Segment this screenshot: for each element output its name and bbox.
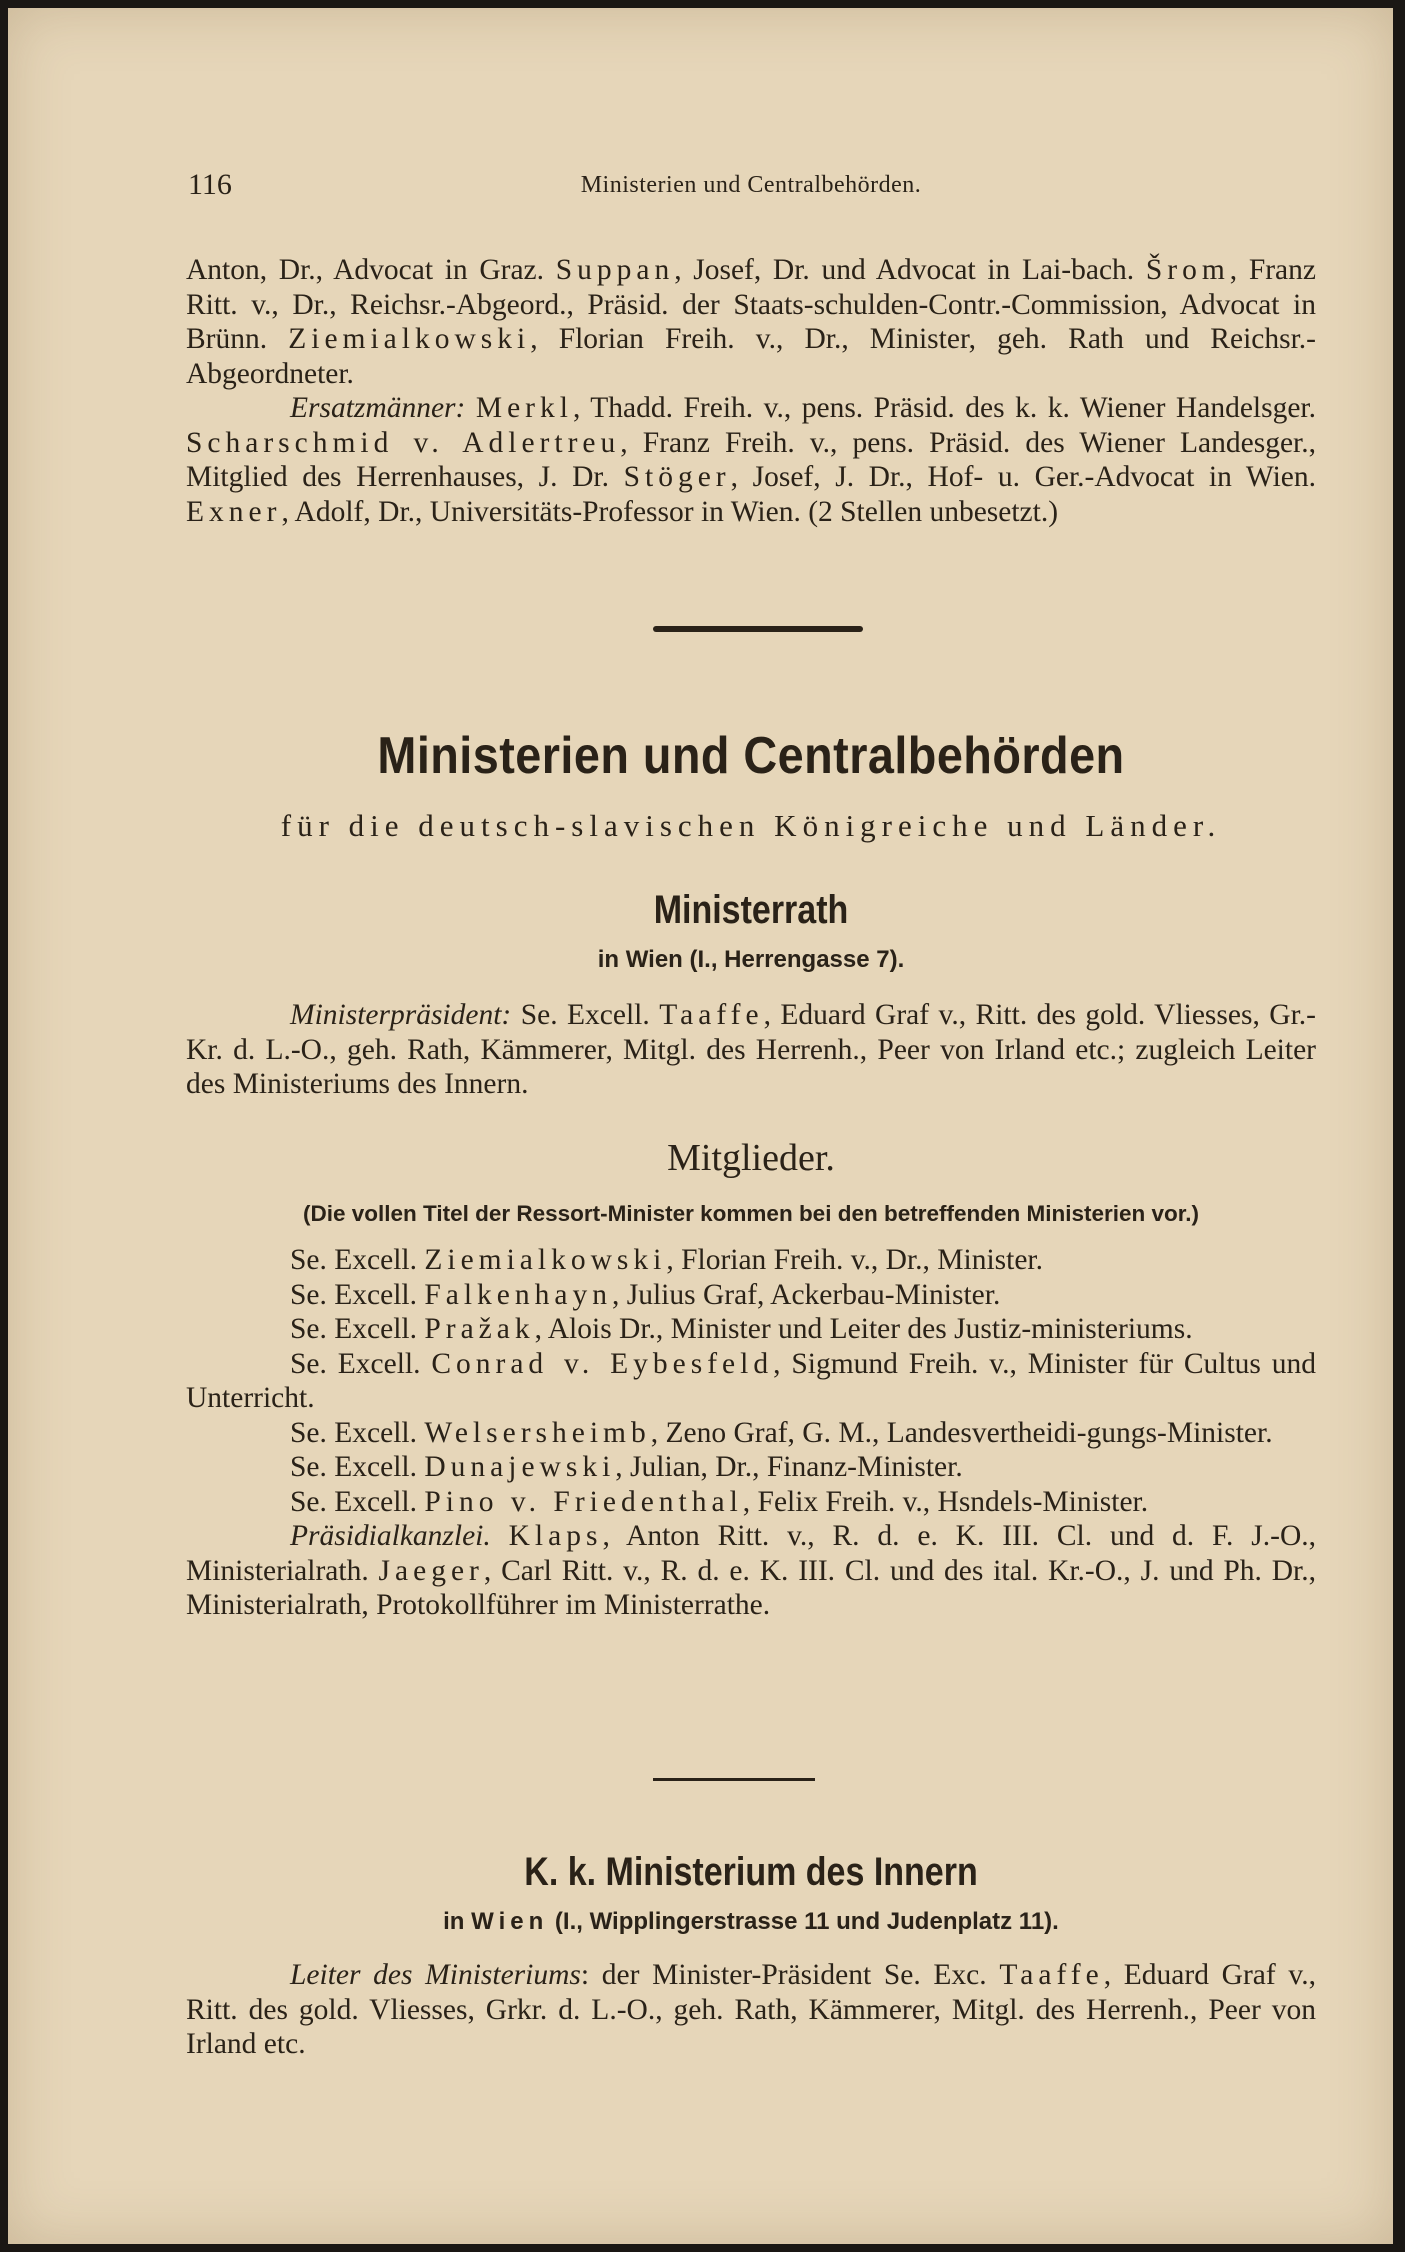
person-name: Ziemialkowski [424, 1244, 667, 1276]
continuation-block [186, 253, 1316, 529]
person-name: Taaffe [999, 1959, 1104, 1991]
paragraph-presidial-chancery: Präsidialkanzlei. Klaps, Anton Ritt. v., R. d. e. K. III. Cl. und d. F. J.-O., Ministerialrath. Jaeger, Carl Ritt. v., R. d. e. K. III. Cl. und des ital. Kr.-O., J. und Ph. Dr., Ministerialrath, Protokollführer im Ministerrathe. [186, 1520, 1316, 1621]
person-name: Šrom [1145, 254, 1230, 286]
label-head-of-ministry: Leiter des Ministeriums [290, 1959, 581, 1991]
member-entry: Se. Excell. Dunajewski, Julian, Dr., Finanz-Minister. [290, 1451, 963, 1483]
person-name: Falkenhayn [424, 1278, 612, 1311]
member-entry: Se. Excell. Pražak, Alois Dr., Minister und Leiter des Justiz-ministeriums. [290, 1313, 1193, 1345]
member-entry: Se. Excell. Pino v. Friedenthal, Felix Freih. v., Hsndels-Minister. [290, 1485, 1149, 1518]
person-name: Klaps [508, 1520, 603, 1552]
label-prime-minister: Ministerpräsident: [290, 999, 512, 1031]
person-name: Ziemialkowski [288, 323, 531, 355]
section-address: in Wien (I., Wipplingerstrasse 11 und Judenplatz 11). [443, 1908, 1059, 1935]
main-title: Ministerien und Centralbehörden [377, 727, 1125, 785]
section-title-innern: K. k. Ministerium des Innern [524, 1850, 978, 1894]
person-name: Pino v. Friedenthal [424, 1485, 743, 1518]
person-name: Pražak [424, 1313, 535, 1345]
ministerrath-block [186, 998, 1316, 1102]
members-block [186, 1243, 1316, 1623]
label-presidial-chancery: Präsidialkanzlei. [290, 1520, 491, 1552]
paragraph-prime-minister: Ministerpräsident: Se. Excell. Taaffe, Eduard Graf v., Ritt. des gold. Vliesses, Gr.-Kr. d. L.-O., geh. Rath, Kämmerer, Mitgl. des Herrenh., Peer von Irland etc.; zugleich Leiter des Ministeriums des Innern. [186, 999, 1316, 1100]
member-entry: Se. Excell. Welsersheimb, Zeno Graf, G. M., Landesvertheidi-gungs-Minister. [290, 1416, 1273, 1449]
person-name: Welsersheimb [424, 1416, 651, 1449]
paragraph-head-of-ministry: Leiter des Ministeriums: der Minister-Präsident Se. Exc. Taaffe, Eduard Graf v., Ritt. des gold. Vliesses, Grkr. d. L.-O., geh. Rath, Kämmerer, Mitgl. des Herrenh., Peer von Irland etc. [186, 1959, 1316, 2060]
person-name: Stöger [623, 461, 731, 493]
member-entry: Se. Excell. Conrad v. Eybesfeld, Sigmund Freih. v., Minister für Cultus und Unterricht. [186, 1347, 1316, 1414]
page-number: 116 [188, 168, 232, 201]
paragraph-commission-members: Anton, Dr., Advocat in Graz. Suppan, Josef, Dr. und Advocat in Lai-bach. Šrom, Franz Ritt. v., Dr., Reichsr.-Abgeord., Präsid. der Staats-schulden-Contr.-Commission, Advocat in Brünn. Ziemialkowski, Florian Freih. v., Dr., Minister, geh. Rath und Reichsr.-Abgeordneter. [186, 254, 1316, 390]
person-name: Scharschmid v. Adlertreu [186, 426, 621, 459]
person-name: Suppan [555, 254, 675, 286]
member-entry: Se. Excell. Ziemialkowski, Florian Freih. v., Dr., Minister. [290, 1244, 1044, 1276]
innern-block [186, 1958, 1316, 2062]
person-name: Exner [186, 495, 282, 528]
label-substitutes: Ersatzmänner: [290, 392, 466, 424]
section-address: in Wien (I., Herrengasse 7). [597, 946, 905, 973]
section-title-mitglieder: Mitglieder. [667, 1137, 835, 1179]
person-name: Dunajewski [424, 1451, 616, 1483]
section-divider [653, 626, 863, 632]
section-note: (Die vollen Titel der Ressort-Minister kommen bei den betreffenden Ministerien vor.) [302, 1201, 1200, 1226]
person-name: Conrad v. Eybesfeld [431, 1347, 774, 1380]
section-title-ministerrath: Ministerrath [653, 888, 849, 932]
person-name: Merkl [475, 392, 573, 424]
running-header [186, 168, 1316, 208]
running-title: Ministerien und Centralbehörden. [580, 172, 922, 198]
member-entry: Se. Excell. Falkenhayn, Julius Graf, Ackerbau-Minister. [290, 1278, 1001, 1311]
person-name: Taaffe [659, 999, 764, 1031]
person-name: Jaeger [378, 1554, 484, 1587]
section-divider [653, 1778, 815, 1781]
paragraph-substitutes: Ersatzmänner: Merkl, Thadd. Freih. v., pens. Präsid. des k. k. Wiener Handelsger. Scharschmid v. Adlertreu, Franz Freih. v., pens. Präsid. des Wiener Landesger., Mitglied des Herrenhauses, J. Dr. Stöger, Josef, J. Dr., Hof- u. Ger.-Advocat in Wien. Exner, Adolf, Dr., Universitäts-Professor in Wien. (2 Stellen unbesetzt.) [186, 392, 1317, 528]
book-page [8, 8, 1393, 2244]
main-subtitle: für die deutsch-slavischen Königreiche und Länder. [280, 808, 1222, 843]
